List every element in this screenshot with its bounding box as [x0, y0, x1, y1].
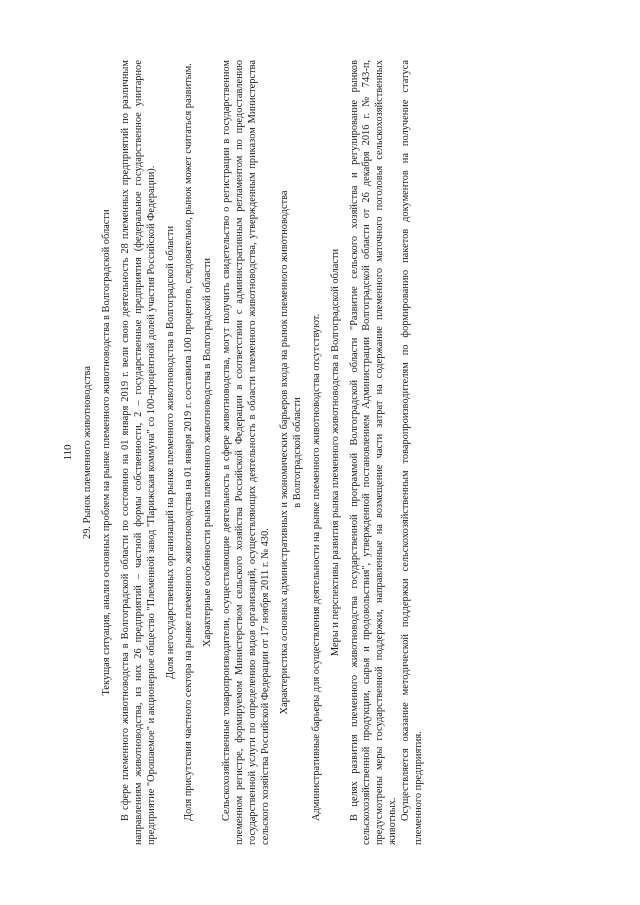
paragraph-measures-1: В целях развития племенного животноводства государственной программой Волгоградской области "Развитие сельского хозяйства и регулирование рынков сельскохозяйственной продукции, сырья и продовольствия", утвержденной постановлением Администрации Волгоградской области от 26 декабря 2016 г. № 743-п, предусмотрены меры государственной поддержки, направленные на возмещение части затрат на содержание племенного маточного поголовья сельскохозяйственных животных. [348, 60, 399, 845]
paragraph-barriers: Административные барьеры для осуществления деятельности на рынке племенного животноводства отсутствуют. [310, 313, 322, 821]
paragraph-non-state-share: Доля присутствия частного сектора на рынке племенного животноводства на 01 января 2019 г. составила 100 процентов, следовательно, рынок может считаться развитым. [183, 63, 195, 821]
page-number: 110 [62, 444, 74, 461]
paragraph-measures-2: Осуществляется оказание методической поддержки сельскохозяйственным товаропроизводителям по формированию пакетов документов на получение статуса племенного предприятия. [400, 60, 425, 845]
subtitle-barriers-line-1: Характеристика основных административных и экономических барьеров входа на рынок племенного животноводства [278, 190, 290, 715]
section-title: 29. Рынок племенного животноводства [82, 366, 93, 539]
subtitle-characteristics: Характерные особенности рынка племенного животноводства в Волгоградской области [202, 258, 214, 647]
subtitle-current-situation: Текущая ситуация, анализ основных проблем на рынке племенного животноводства в Волгоградской области [100, 209, 112, 696]
document-body [82, 60, 426, 845]
subtitle-barriers-line-2: в Волгоградской области [291, 397, 303, 508]
rotated-document-page [60, 60, 530, 845]
subtitle-measures: Меры и перспективы развития рынка племенного животноводства в Волгоградской области [329, 248, 341, 657]
paragraph-current-situation: В сфере племенного животноводства в Волгоградской области по состоянию на 01 января 2019 г. вели свою деятельность 28 племенных предприятий по различным направлениям животноводства, из них 26 предприятий – частной формы собственности, 2 – государственные предприятия (федеральное государственное унитарное предприятие "Орошаемое" и акционерное общество "Племенной завод "Парижская коммуна" со 100-процентной долей участия Российской Федерации). [119, 60, 157, 845]
subtitle-barriers [279, 60, 305, 845]
subtitle-non-state-share: Доля негосударственных организаций на рынке племенного животноводства в Волгоградской области [164, 225, 176, 680]
paragraph-characteristics: Сельскохозяйственные товаропроизводители, осуществляющие деятельность в сфере животноводства, могут получить свидетельство о регистрации в государственном племенном регистре, формируемом Министерством сельского хозяйства Российской Федерации в соответствии с административным регламентом по предоставлению государственной услуги по определению видов организаций, осуществляющих деятельность в области племенного животноводства, утвержденным приказом Министерства сельского хозяйства Российской Федерации от 17 ноября 2011 г. № 430. [221, 60, 271, 845]
